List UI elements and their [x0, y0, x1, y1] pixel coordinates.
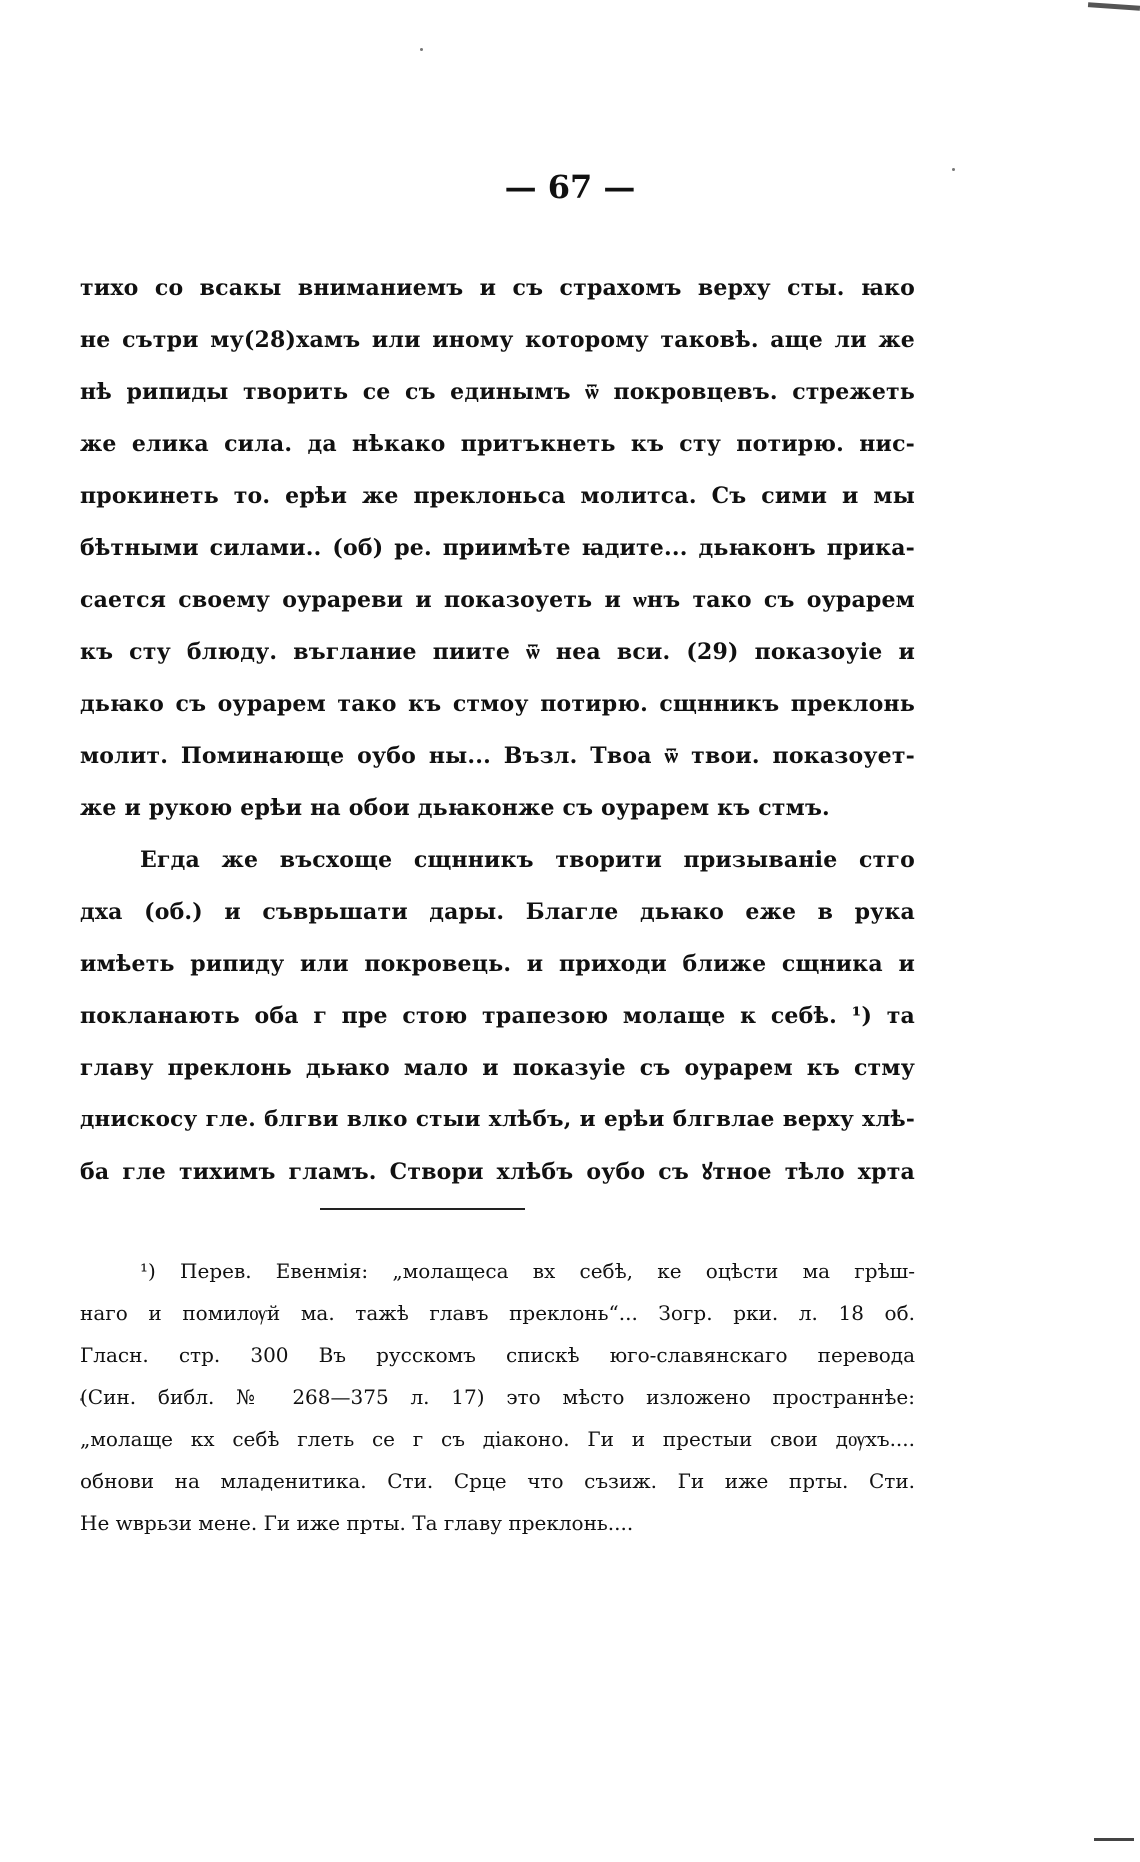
- text-line: же елика сила. да нѣкако притъкнеть къ сту потирю. нис-: [80, 431, 915, 457]
- main-text: [80, 262, 915, 1198]
- text-line: нѣ рипиды творить се съ единымъ ѿ покровцевъ. стрежеть: [80, 379, 915, 405]
- text-line: ба гле тихимъ гламъ. Створи хлѣбъ оубо съ ꙋтное тѣло хрта: [80, 1159, 915, 1185]
- text-line: днискосу гле. блгви влко стыи хлѣбъ, и ерѣи блгвлае верху хлѣ-: [80, 1107, 915, 1132]
- text-line: покланають оба г пре стою трапезою молаще к себѣ. ¹) та: [80, 1003, 915, 1029]
- text-line: дха (об.) и съврьшати дары. Благле дьꙗко еже в рука: [80, 899, 915, 925]
- footnote-line: ¹) Перев. Евенмія: „молащеса вх себѣ, ке оцѣсти ма грѣш-: [140, 1259, 915, 1283]
- text-line: бѣтными силами.. (об) ре. приимѣте ꙗдите... дьꙗконъ прика-: [80, 535, 915, 561]
- text-line: же и рукою ерѣи на обои дьꙗконже съ оурарем къ стмъ.: [80, 795, 830, 821]
- text-line: главу преклонь дьꙗко мало и показуіе съ оурарем къ стму: [80, 1055, 915, 1081]
- page-number: — 67 —: [504, 168, 636, 206]
- scan-edge-mark: [1088, 2, 1140, 11]
- text-line: тихо со всакы вниманиемъ и съ страхомъ верху сты. ꙗко: [80, 275, 915, 301]
- scan-edge-mark: [1094, 1838, 1134, 1841]
- text-line: сается своему оурареви и показоуеть и ѡнъ тако съ оурарем: [80, 587, 915, 613]
- footnote-line: наго и помилѹй ма. тажѣ главъ преклонь“... Зогр. рки. л. 18 об.: [80, 1301, 915, 1325]
- text-line: молит. Поминающе оубо ны... Възл. Твоа ѿ твои. показоует-: [80, 743, 915, 769]
- text-line: прокинеть то. ерѣи же преклоньса молитса. Съ сими и мы: [80, 483, 915, 509]
- footnote-line: Не wврьзи мене. Ги иже прты. Та главу преклонь....: [80, 1511, 634, 1535]
- scan-speck: [420, 48, 423, 51]
- footnote-line: Гласн. стр. 300 Въ русскомъ спискѣ юго-славянскаго перевода: [80, 1343, 915, 1367]
- footnote-line: (Син. библ. № 268—375 л. 17) это мѣсто изложено пространнѣе:: [80, 1385, 915, 1409]
- text-line: имѣеть рипиду или покровець. и приходи ближе сщника и: [80, 951, 915, 977]
- footnote-separator: [320, 1208, 525, 1210]
- paragraph-first-line: Егда же въсхоще сщнникъ творити призываніе стго: [140, 847, 915, 873]
- footnote-line: обнови на младенитика. Сти. Срце что съзиж. Ги иже прты. Сти.: [80, 1469, 915, 1493]
- text-line: дьꙗко съ оурарем тако къ стмоу потирю. сщнникъ преклонь: [80, 691, 915, 717]
- text-line: къ сту блюду. въглание пиите ѿ неа вси. (29) показоуіе и: [80, 639, 915, 665]
- text-line: не сътри му(28)хамъ или иному которому таковѣ. аще ли же: [80, 327, 915, 353]
- footnote: [80, 1250, 915, 1544]
- footnote-line: „молаще кх себѣ глеть се г съ діаконо. Ги и престыи свои дѹхъ....: [80, 1427, 915, 1451]
